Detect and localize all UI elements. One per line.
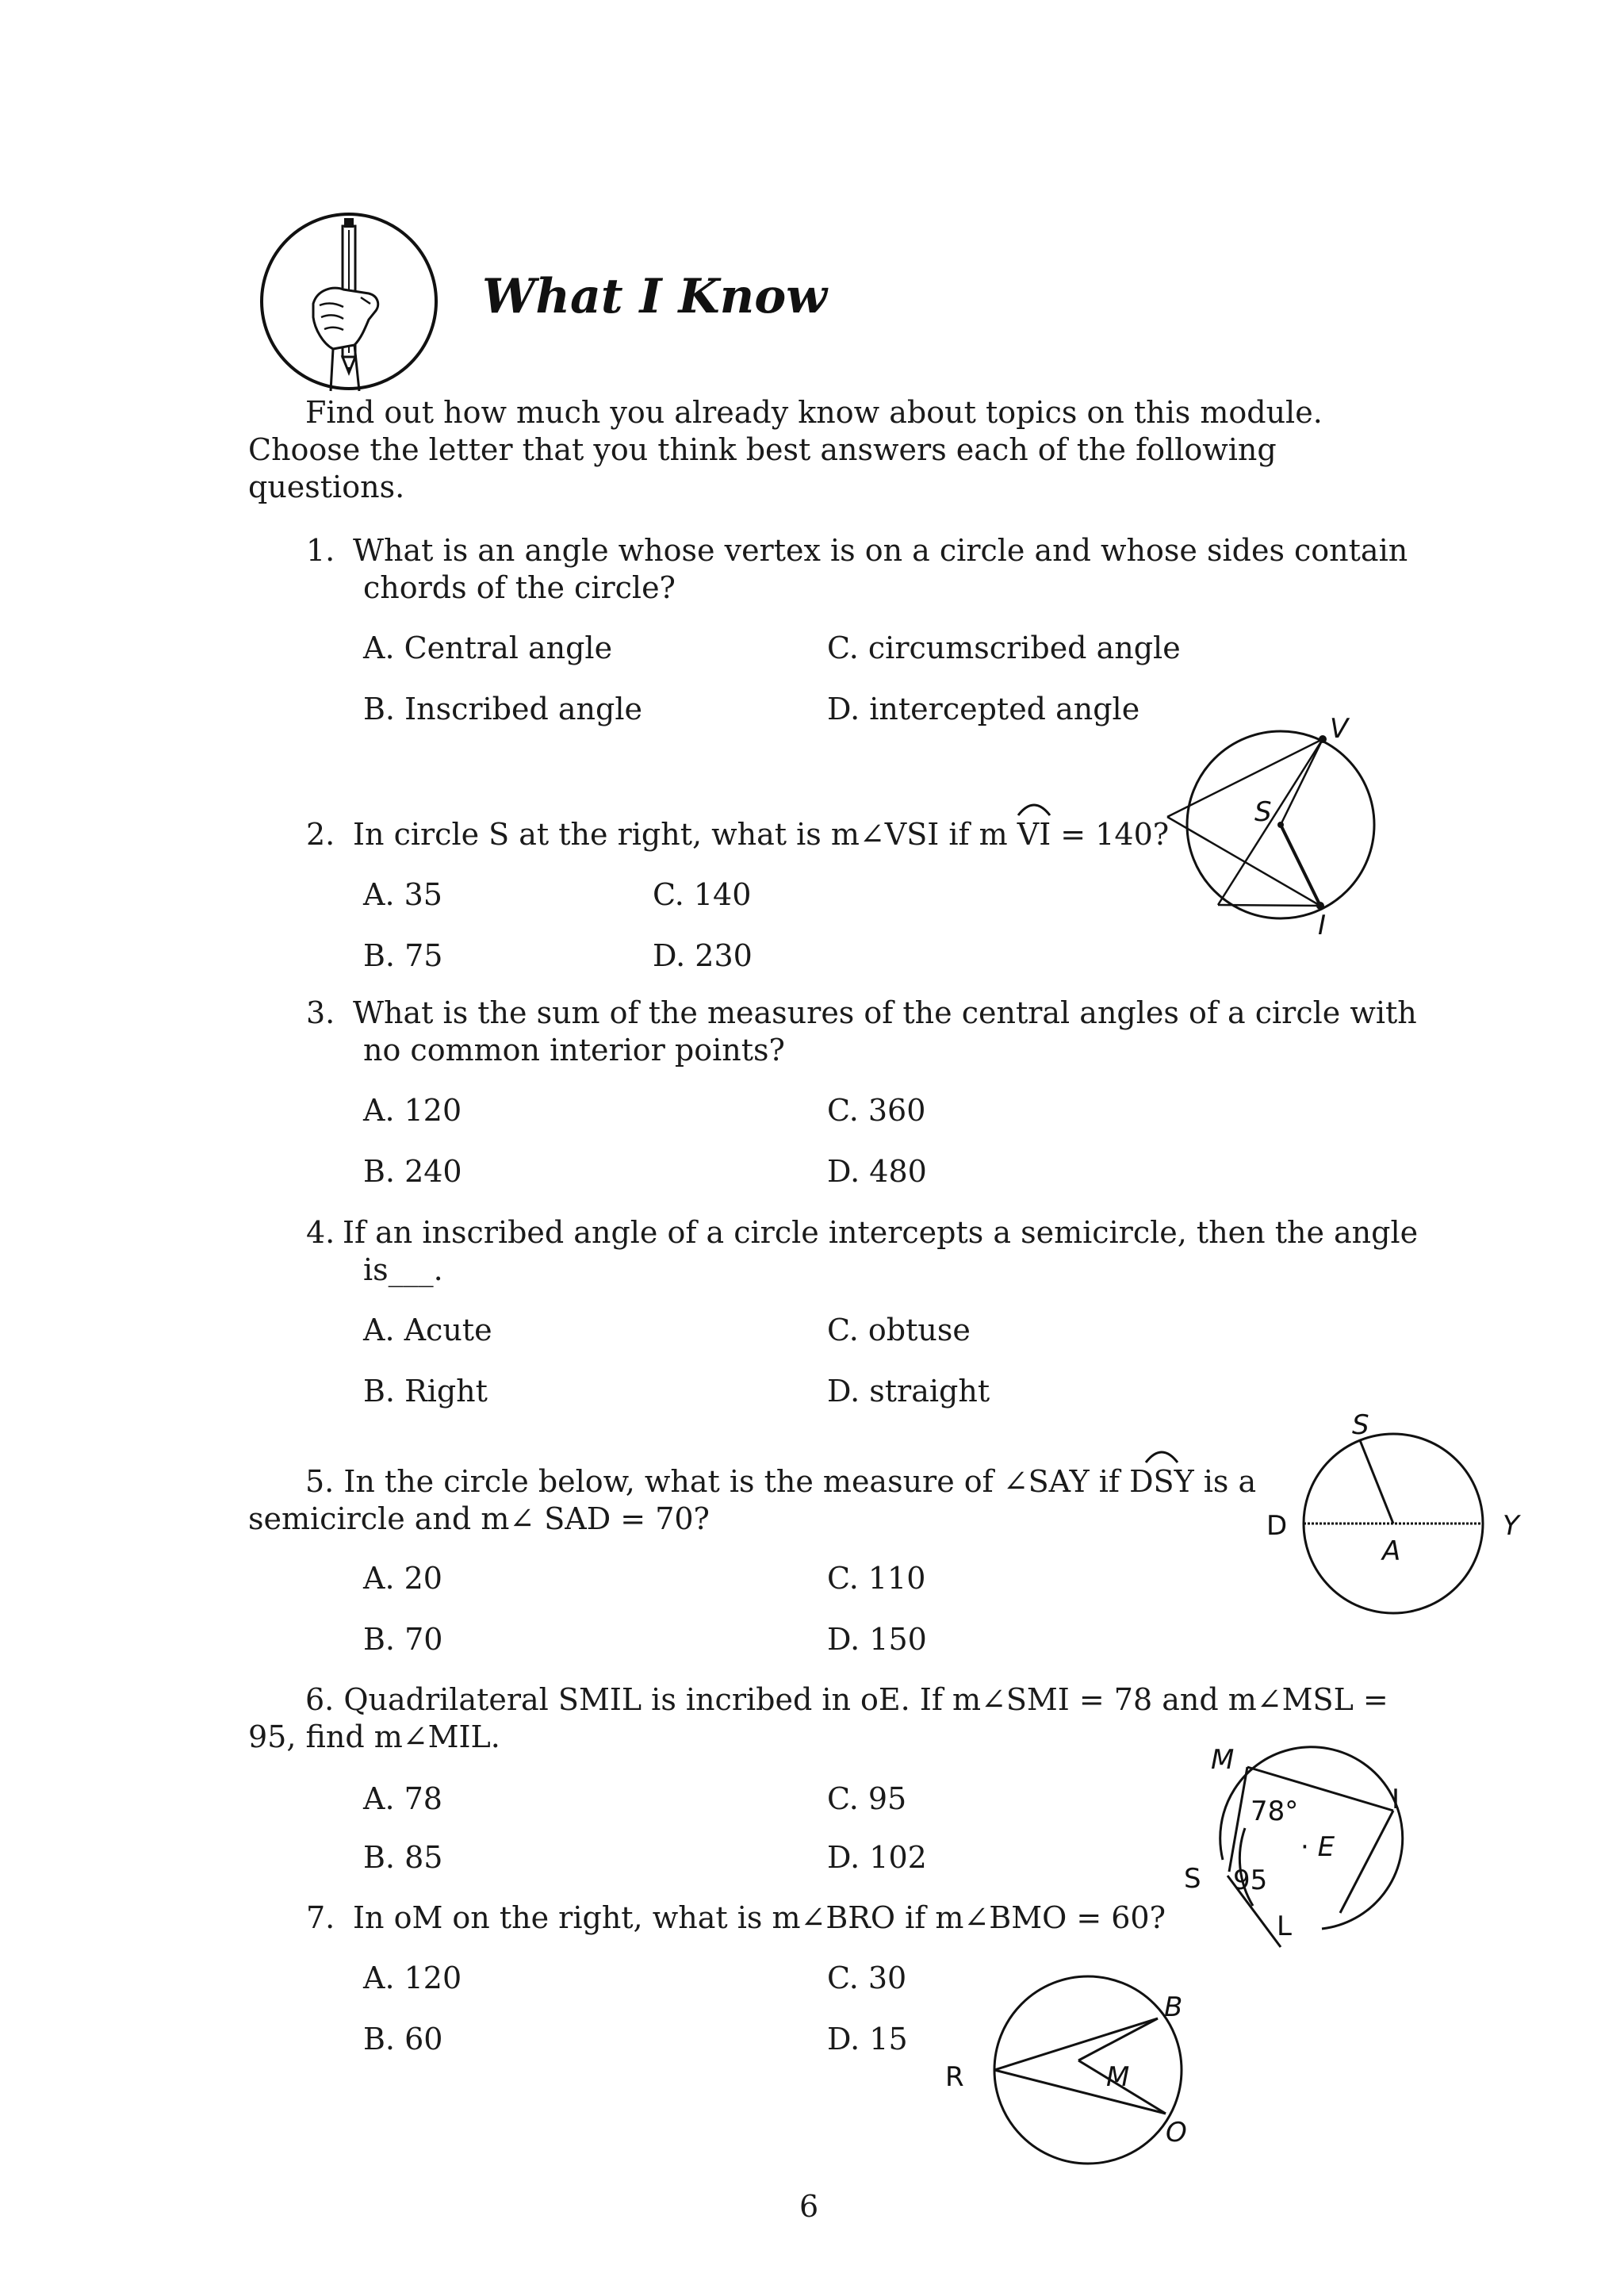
question-number: 3. bbox=[306, 995, 335, 1030]
question-number: 1. bbox=[306, 533, 335, 568]
choice-d[interactable]: D. 230 bbox=[653, 938, 753, 973]
choice-a[interactable]: A. Central angle bbox=[363, 631, 613, 665]
choice-d[interactable]: D. intercepted angle bbox=[827, 692, 1140, 726]
choice-d[interactable]: D. 15 bbox=[827, 2022, 908, 2056]
choice-c[interactable]: C. 360 bbox=[827, 1093, 926, 1128]
question-number: 5. bbox=[305, 1464, 335, 1499]
question-text-line-2: 95, find m∠MIL. bbox=[248, 1719, 500, 1754]
page-number: 6 bbox=[799, 2189, 819, 2224]
choice-d[interactable]: D. 480 bbox=[827, 1154, 927, 1189]
arc-notation bbox=[1017, 817, 1051, 853]
choice-c[interactable]: C. 140 bbox=[653, 877, 752, 912]
choice-a[interactable]: A. 20 bbox=[363, 1561, 442, 1596]
label-angle-s: 95 bbox=[1233, 1865, 1268, 1896]
label-i: I bbox=[1318, 910, 1327, 941]
choice-b[interactable]: B. Inscribed angle bbox=[363, 692, 642, 726]
intro-line-1: Find out how much you already know about topics on this module. bbox=[305, 395, 1323, 430]
label-s: S bbox=[1254, 796, 1272, 828]
arc-notation bbox=[1129, 1464, 1194, 1501]
question-text-before: In circle S at the right, what is m∠VSI if m bbox=[353, 817, 1008, 852]
question-number: 2. bbox=[306, 817, 335, 852]
label-s: S bbox=[1352, 1409, 1369, 1441]
label-o: O bbox=[1166, 2117, 1187, 2148]
choice-d[interactable]: D. straight bbox=[827, 1374, 990, 1409]
question-text: What is an angle whose vertex is on a circle and whose sides contain bbox=[353, 533, 1408, 568]
question-text-after: = 140? bbox=[1060, 817, 1170, 852]
question-number: 6. bbox=[305, 1682, 335, 1717]
label-m: M bbox=[1106, 2061, 1130, 2093]
question-text: In oM on the right, what is m∠BRO if m∠BMO = 60? bbox=[353, 1900, 1166, 1935]
choice-b[interactable]: B. 240 bbox=[363, 1154, 462, 1189]
question-text-line-1: Quadrilateral SMIL is incribed in oE. If m∠SMI = 78 and m∠MSL = bbox=[343, 1682, 1388, 1717]
choice-b[interactable]: B. Right bbox=[363, 1374, 488, 1409]
choice-b[interactable]: B. 70 bbox=[363, 1622, 443, 1657]
arc-symbol-icon bbox=[1015, 799, 1053, 817]
choice-b[interactable]: B. 75 bbox=[363, 938, 443, 973]
label-r: R bbox=[945, 2061, 964, 2093]
circle-m-figure bbox=[936, 1967, 1197, 2181]
choice-d[interactable]: D. 150 bbox=[827, 1622, 927, 1657]
question-text-line-2: semicircle and m∠ SAD = 70? bbox=[248, 1501, 710, 1536]
choice-b[interactable]: B. 60 bbox=[363, 2022, 443, 2056]
arc-label: VI bbox=[1017, 817, 1051, 852]
question-text: What is the sum of the measures of the central angles of a circle with bbox=[353, 995, 1417, 1030]
question-text: If an inscribed angle of a circle intercepts a semicircle, then the angle bbox=[343, 1215, 1419, 1250]
label-e-letter: E bbox=[1317, 1831, 1335, 1863]
label-v: V bbox=[1330, 713, 1349, 745]
question-text-before: In the circle below, what is the measure of ∠SAY if bbox=[343, 1464, 1120, 1499]
question-text: no common interior points? bbox=[363, 1033, 785, 1068]
choice-c[interactable]: C. 110 bbox=[827, 1561, 926, 1596]
arc-symbol-icon bbox=[1143, 1447, 1181, 1464]
circle-s-figure bbox=[1166, 710, 1404, 940]
choice-c[interactable]: C. 95 bbox=[827, 1781, 907, 1816]
intro-line-2: Choose the letter that you think best answers each of the following bbox=[248, 432, 1277, 467]
page-title: What I Know bbox=[482, 269, 827, 324]
choice-a[interactable]: A. 120 bbox=[363, 1093, 462, 1128]
question-text bbox=[305, 1464, 1256, 1501]
label-m: M bbox=[1211, 1744, 1235, 1776]
question-text: is___. bbox=[363, 1252, 443, 1287]
label-i: I bbox=[1392, 1784, 1400, 1815]
label-y: Y bbox=[1503, 1510, 1519, 1542]
circle-a-figure bbox=[1257, 1409, 1534, 1626]
choice-a[interactable]: A. 120 bbox=[363, 1961, 462, 1995]
label-e: · E bbox=[1300, 1831, 1335, 1863]
label-b: B bbox=[1164, 1991, 1183, 2023]
label-l: L bbox=[1277, 1911, 1292, 1942]
question-text bbox=[353, 817, 1169, 853]
intro-line-3: questions. bbox=[248, 470, 405, 504]
label-s: S bbox=[1184, 1863, 1201, 1895]
question-text: chords of the circle? bbox=[363, 570, 676, 605]
label-d: D bbox=[1266, 1510, 1288, 1542]
label-angle-m: 78° bbox=[1251, 1796, 1299, 1827]
label-a: A bbox=[1382, 1535, 1401, 1567]
choice-b[interactable]: B. 85 bbox=[363, 1840, 443, 1875]
pencil-hand-icon bbox=[258, 210, 440, 393]
choice-c[interactable]: C. 30 bbox=[827, 1961, 907, 1995]
question-number: 7. bbox=[306, 1900, 335, 1935]
question-number: 4. bbox=[306, 1215, 335, 1250]
choice-a[interactable]: A. 35 bbox=[363, 877, 442, 912]
choice-a[interactable]: A. Acute bbox=[363, 1313, 492, 1347]
arc-label: DSY bbox=[1129, 1464, 1194, 1499]
circle-e-figure bbox=[1178, 1745, 1415, 1967]
question-text bbox=[305, 1682, 1388, 1719]
choice-a[interactable]: A. 78 bbox=[363, 1781, 442, 1816]
choice-c[interactable]: C. circumscribed angle bbox=[827, 631, 1181, 665]
choice-d[interactable]: D. 102 bbox=[827, 1840, 927, 1875]
choice-c[interactable]: C. obtuse bbox=[827, 1313, 971, 1347]
question-text-after: is a bbox=[1203, 1464, 1257, 1499]
